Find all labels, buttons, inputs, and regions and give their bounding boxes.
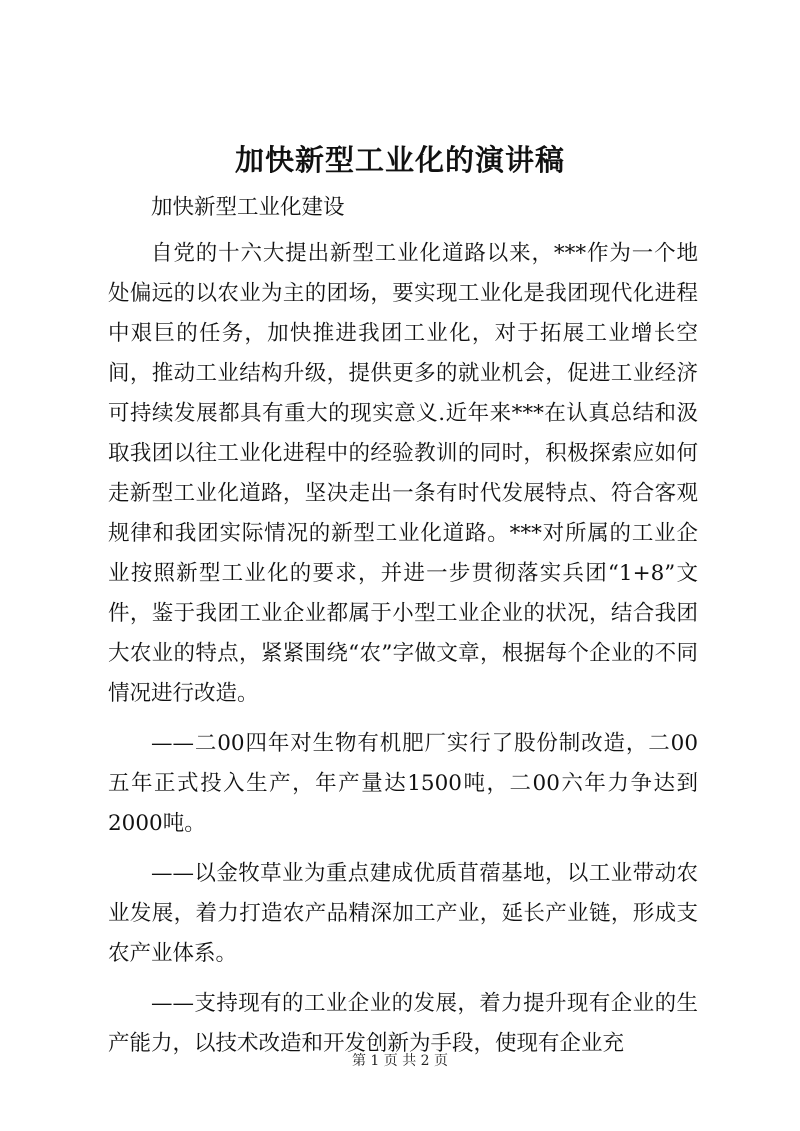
document-title: 加快新型工业化的演讲稿 — [234, 143, 565, 177]
paragraph-intro: 自党的十六大提出新型工业化道路以来，***作为一个地处偏远的以农业为主的团场，要实现工业化是我团现代化进程中艰巨的任务，加快推进我团工业化，对于拓展工业增长空间，推动工业结构升级，提供更多的就业机会，促进工业经济可持续发展都具有重大的现实意义.近年来***在认真总结和汲取我团以往工业化进程中的经验教训的同时，积极探索应如何走新型工业化道路，坚决走出一条有时代发展特点、符合客观规律和我团实际情况的新型工业化道路。***对所属的工业企业按照新型工业化的要求，并进一步贯彻落实兵团“1+8”文件，鉴于我团工业企业都属于小型工业企业的状况，结合我团大农业的特点，紧紧围绕“农”字做文章，根据每个企业的不同情况进行改造。 — [108, 241, 698, 706]
document-subtitle: 加快新型工业化建设 — [151, 195, 345, 220]
paragraph-forage-base: ——以金牧草业为重点建成优质苜蓿基地，以工业带动农业发展，着力打造农产品精深加工产业，延长产业链，形成支农产业体系。 — [108, 861, 698, 966]
page-indicator: 第 1 页 共 2 页 — [351, 1053, 449, 1069]
paragraph-fertilizer-plant: ——二00四年对生物有机肥厂实行了股份制改造，二00五年正式投入生产，年产量达1500吨，二00六年力争达到2000吨。 — [108, 731, 698, 836]
paragraph-existing-enterprises: ——支持现有的工业企业的发展，着力提升现有企业的生产能力，以技术改造和开发创新为手段，使现有企业充 — [108, 991, 698, 1056]
document-body — [108, 188, 698, 1074]
